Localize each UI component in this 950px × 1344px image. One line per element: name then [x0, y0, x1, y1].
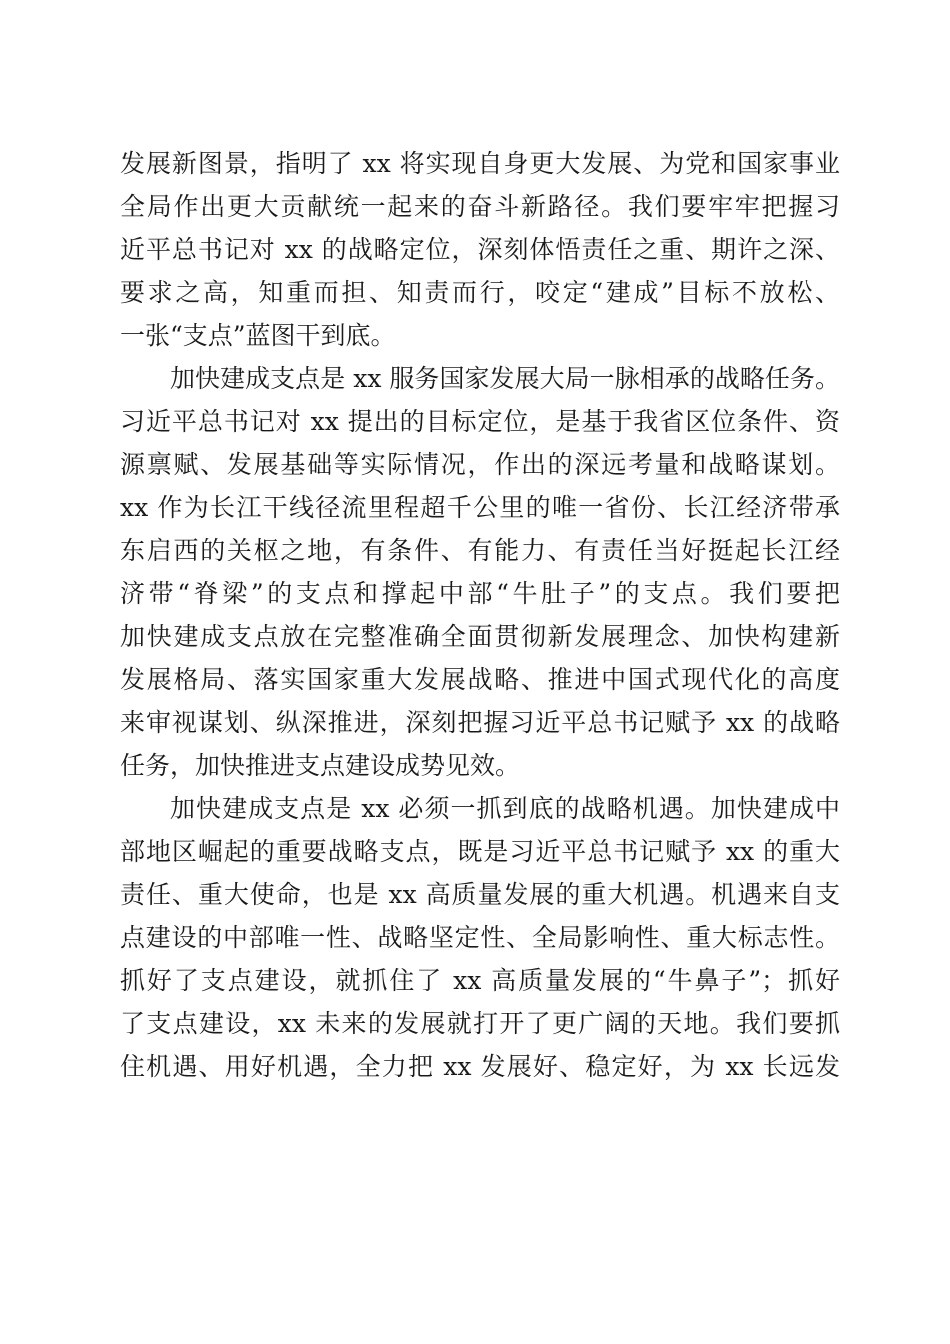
text-line: 加快建成支点是 xx 服务国家发展大局一脉相承的战略任务。 [170, 364, 840, 393]
text-line: 全局作出更大贡献统一起来的奋斗新路径。我们要牢牢把握习 [120, 192, 840, 221]
text-line: 了支点建设，xx 未来的发展就打开了更广阔的天地。我们要抓 [120, 1009, 840, 1038]
text-line: 济带“脊梁”的支点和撑起中部“牛肚子”的支点。我们要把 [120, 579, 840, 608]
text-line: xx 作为长江干线径流里程超千公里的唯一省份、长江经济带承 [120, 493, 840, 522]
text-line: 加快建成支点放在完整准确全面贯彻新发展理念、加快构建新 [120, 622, 840, 651]
text-line: 一张“支点”蓝图干到底。 [120, 321, 396, 350]
text-line: 部地区崛起的重要战略支点，既是习近平总书记赋予 xx 的重大 [120, 837, 840, 866]
text-line: 近平总书记对 xx 的战略定位，深刻体悟责任之重、期许之深、 [120, 235, 840, 264]
text-line: 加快建成支点是 xx 必须一抓到底的战略机遇。加快建成中 [170, 794, 840, 823]
text-line: 东启西的关枢之地，有条件、有能力、有责任当好挺起长江经 [120, 536, 840, 565]
text-line: 责任、重大使命，也是 xx 高质量发展的重大机遇。机遇来自支 [120, 880, 840, 909]
text-line: 要求之高，知重而担、知责而行，咬定“建成”目标不放松、 [120, 278, 840, 307]
text-line: 发展格局、落实国家重大发展战略、推进中国式现代化的高度 [120, 665, 840, 694]
text-line: 任务，加快推进支点建设成势见效。 [120, 751, 521, 780]
text-line: 抓好了支点建设，就抓住了 xx 高质量发展的“牛鼻子”；抓好 [120, 966, 840, 995]
text-line: 住机遇、用好机遇，全力把 xx 发展好、稳定好，为 xx 长远发 [120, 1052, 840, 1081]
text-line: 来审视谋划、纵深推进，深刻把握习近平总书记赋予 xx 的战略 [120, 708, 840, 737]
text-line: 源禀赋、发展基础等实际情况，作出的深远考量和战略谋划。 [120, 450, 840, 479]
text-line: 点建设的中部唯一性、战略坚定性、全局影响性、重大标志性。 [120, 923, 840, 952]
text-line: 习近平总书记对 xx 提出的目标定位，是基于我省区位条件、资 [120, 407, 840, 436]
text-line: 发展新图景，指明了 xx 将实现自身更大发展、为党和国家事业 [120, 149, 840, 178]
